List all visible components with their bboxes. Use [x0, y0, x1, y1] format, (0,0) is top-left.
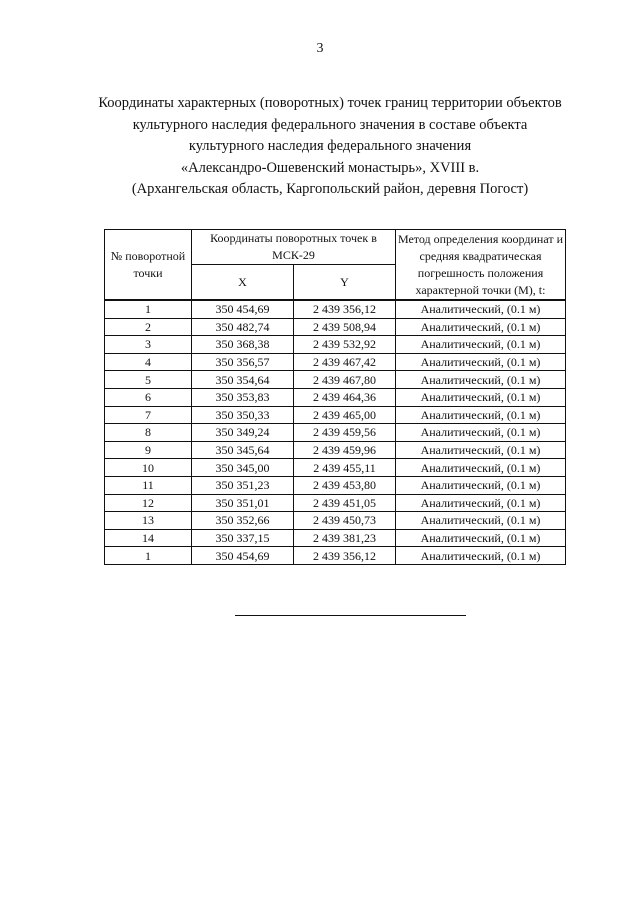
point-number-cell: 4: [105, 353, 192, 371]
point-number-cell: 6: [105, 388, 192, 406]
table-row: [105, 476, 566, 494]
y-coordinate-cell: 2 439 532,92: [294, 336, 396, 354]
method-cell: Аналитический, (0.1 м): [396, 336, 566, 354]
table-row: [105, 547, 566, 565]
x-coordinate-cell: 350 353,83: [192, 388, 294, 406]
x-coordinate-cell: 350 351,23: [192, 476, 294, 494]
x-coordinate-cell: 350 345,64: [192, 441, 294, 459]
y-coordinate-cell: 2 439 450,73: [294, 512, 396, 530]
x-coordinate-cell: 350 349,24: [192, 424, 294, 442]
point-number-cell: 9: [105, 441, 192, 459]
y-coordinate-cell: 2 439 453,80: [294, 476, 396, 494]
point-number-cell: 5: [105, 371, 192, 389]
y-coordinate-cell: 2 439 467,42: [294, 353, 396, 371]
table-row: [105, 371, 566, 389]
method-cell: Аналитический, (0.1 м): [396, 424, 566, 442]
table-row: [105, 424, 566, 442]
y-coordinate-cell: 2 439 464,36: [294, 388, 396, 406]
y-coordinate-cell: 2 439 459,56: [294, 424, 396, 442]
method-cell: Аналитический, (0.1 м): [396, 441, 566, 459]
title-line: культурного наследия федерального значения в составе объекта: [132, 116, 528, 133]
method-cell: Аналитический, (0.1 м): [396, 388, 566, 406]
header-method: Метод определения координат и средняя квадратическая погрешность положения характерной точки (M), t:: [396, 230, 566, 301]
point-number-cell: 8: [105, 424, 192, 442]
title-line: (Архангельская область, Каргопольский район, деревня Погост): [131, 181, 529, 197]
y-coordinate-cell: 2 439 508,94: [294, 318, 396, 336]
x-coordinate-cell: 350 337,15: [192, 529, 294, 547]
method-cell: Аналитический, (0.1 м): [396, 547, 566, 565]
coordinates-table: [104, 229, 566, 565]
point-number-cell: 11: [105, 476, 192, 494]
title-line: Координаты характерных (поворотных) точек границ территории объектов: [98, 95, 562, 111]
point-number-cell: 1: [105, 300, 192, 318]
y-coordinate-cell: 2 439 356,12: [294, 300, 396, 318]
method-cell: Аналитический, (0.1 м): [396, 371, 566, 389]
y-coordinate-cell: 2 439 467,80: [294, 371, 396, 389]
point-number-cell: 13: [105, 512, 192, 530]
separator-line: [235, 615, 466, 616]
header-y: Y: [294, 265, 396, 301]
y-coordinate-cell: 2 439 356,12: [294, 547, 396, 565]
document-title: [60, 93, 600, 201]
x-coordinate-cell: 350 356,57: [192, 353, 294, 371]
title-line: «Александро-Ошевенский монастырь», XVIII в.: [180, 159, 480, 176]
page-number: 3: [316, 41, 324, 56]
x-coordinate-cell: 350 351,01: [192, 494, 294, 512]
method-cell: Аналитический, (0.1 м): [396, 512, 566, 530]
x-coordinate-cell: 350 352,66: [192, 512, 294, 530]
x-coordinate-cell: 350 368,38: [192, 336, 294, 354]
x-coordinate-cell: 350 454,69: [192, 547, 294, 565]
method-cell: Аналитический, (0.1 м): [396, 529, 566, 547]
table-row: [105, 388, 566, 406]
method-cell: Аналитический, (0.1 м): [396, 476, 566, 494]
table-body: [105, 300, 566, 564]
point-number-cell: 7: [105, 406, 192, 424]
point-number-cell: 2: [105, 318, 192, 336]
table-row: [105, 529, 566, 547]
x-coordinate-cell: 350 354,64: [192, 371, 294, 389]
y-coordinate-cell: 2 439 465,00: [294, 406, 396, 424]
x-coordinate-cell: 350 350,33: [192, 406, 294, 424]
table-row: [105, 494, 566, 512]
method-cell: Аналитический, (0.1 м): [396, 494, 566, 512]
table-row: [105, 406, 566, 424]
header-point-number: № поворотной точки: [105, 230, 192, 301]
x-coordinate-cell: 350 345,00: [192, 459, 294, 477]
table-row: [105, 336, 566, 354]
table-row: [105, 441, 566, 459]
table-row: [105, 353, 566, 371]
table-row: [105, 512, 566, 530]
header-x: X: [192, 265, 294, 301]
table-row: [105, 318, 566, 336]
y-coordinate-cell: 2 439 455,11: [294, 459, 396, 477]
x-coordinate-cell: 350 482,74: [192, 318, 294, 336]
table-row: [105, 459, 566, 477]
y-coordinate-cell: 2 439 459,96: [294, 441, 396, 459]
method-cell: Аналитический, (0.1 м): [396, 406, 566, 424]
method-cell: Аналитический, (0.1 м): [396, 300, 566, 318]
table-row: [105, 300, 566, 318]
point-number-cell: 1: [105, 547, 192, 565]
point-number-cell: 12: [105, 494, 192, 512]
title-line: культурного наследия федерального значения: [188, 138, 472, 154]
point-number-cell: 14: [105, 529, 192, 547]
method-cell: Аналитический, (0.1 м): [396, 459, 566, 477]
x-coordinate-cell: 350 454,69: [192, 300, 294, 318]
point-number-cell: 10: [105, 459, 192, 477]
header-coordinates: Координаты поворотных точек в МСК-29: [192, 230, 396, 265]
method-cell: Аналитический, (0.1 м): [396, 353, 566, 371]
point-number-cell: 3: [105, 336, 192, 354]
method-cell: Аналитический, (0.1 м): [396, 318, 566, 336]
y-coordinate-cell: 2 439 451,05: [294, 494, 396, 512]
y-coordinate-cell: 2 439 381,23: [294, 529, 396, 547]
